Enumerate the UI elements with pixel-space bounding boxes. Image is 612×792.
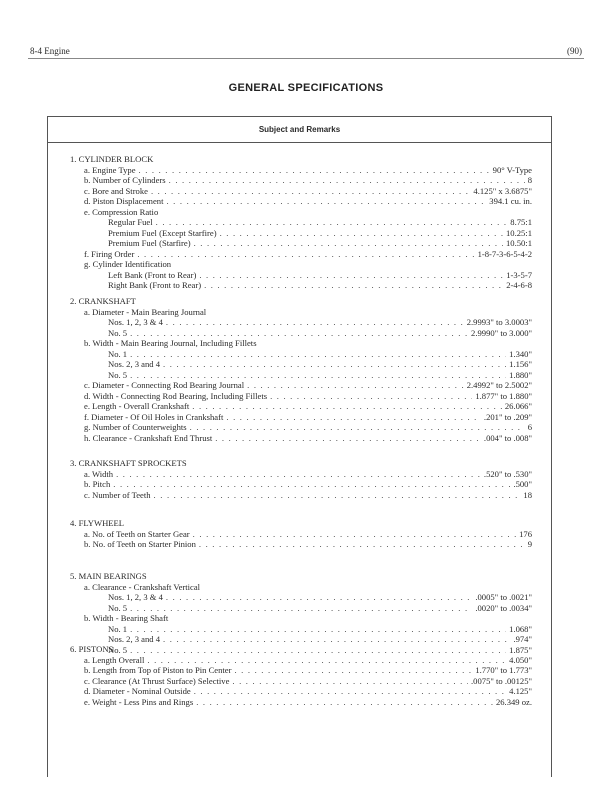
leader-dots <box>163 634 510 645</box>
spec-label: b. Pitch <box>84 479 111 489</box>
spec-row <box>70 401 532 412</box>
spec-value: .004" to .008" <box>483 432 532 443</box>
spec-label: e. Compression Ratio <box>84 206 159 217</box>
spec-row <box>70 697 532 708</box>
spec-row <box>70 228 532 239</box>
spec-label: c. Diameter - Connecting Rod Bearing Journal <box>84 380 245 390</box>
spec-row <box>70 655 532 666</box>
spec-label: No. 1 <box>108 623 128 634</box>
leader-dots <box>137 249 474 260</box>
spec-row <box>70 165 532 176</box>
spec-label: a. Length Overall <box>84 654 145 665</box>
spec-label: Regular Fuel <box>108 217 153 227</box>
leader-dots <box>196 697 493 708</box>
spec-value: 2.9990" to 3.000" <box>471 327 532 338</box>
spec-label: Nos. 2, 3 and 4 <box>108 634 161 644</box>
leader-dots <box>166 317 464 328</box>
spec-label: b. Number of Cylinders <box>84 175 166 185</box>
leader-dots <box>193 529 516 540</box>
spec-row <box>70 249 532 260</box>
leader-dots <box>194 238 503 249</box>
spec-label: e. Length - Overall Crankshaft <box>84 401 190 411</box>
spec-label: d. Width - Connecting Rod Bearing, Including Fillets <box>84 390 268 401</box>
spec-label: f. Diameter - Of Oil Holes in Crankshaft <box>84 411 224 422</box>
spec-label: a. Width <box>84 468 114 479</box>
leader-dots <box>220 228 503 239</box>
spec-value: .201" to .209" <box>483 411 532 422</box>
page-number: (90) <box>567 46 582 56</box>
spec-value: .520" to .530" <box>483 468 532 479</box>
leader-dots <box>169 175 525 186</box>
spec-row <box>70 539 532 550</box>
leader-dots <box>199 539 525 550</box>
spec-row <box>70 307 532 318</box>
leader-dots <box>139 165 490 176</box>
section-pistons <box>70 644 532 707</box>
spec-row <box>70 665 532 676</box>
spec-label: Premium Fuel (Except Starfire) <box>108 227 217 238</box>
spec-value: 1.156" <box>509 359 532 369</box>
spec-label: Premium Fuel (Starfire) <box>108 238 191 248</box>
leader-dots <box>130 603 472 614</box>
spec-row <box>70 624 532 635</box>
spec-value: 10.50:1 <box>505 238 532 248</box>
section-heading: 6. PISTONS <box>70 644 114 654</box>
spec-row <box>70 259 532 270</box>
leader-dots <box>130 328 468 339</box>
spec-row <box>70 238 532 249</box>
spec-value: 8 <box>527 175 532 185</box>
leader-dots <box>199 270 503 281</box>
spec-value: 1.875" <box>509 644 532 655</box>
spec-row <box>70 479 532 490</box>
leader-dots <box>194 686 506 697</box>
leader-dots <box>130 624 506 635</box>
spec-row <box>70 217 532 228</box>
spec-row <box>70 380 532 391</box>
leader-dots <box>166 196 486 207</box>
spec-row <box>70 391 532 402</box>
spec-value: .500" <box>513 479 532 489</box>
spec-label: c. Clearance (At Thrust Surface) Selective <box>84 675 230 686</box>
spec-row <box>70 359 532 370</box>
spec-label: f. Firing Order <box>84 248 135 259</box>
section-heading: 3. CRANKSHAFT SPROCKETS <box>70 458 187 468</box>
spec-label: c. Number of Teeth <box>84 489 151 500</box>
spec-value: .0005" to .0021" <box>475 592 532 602</box>
leader-dots <box>116 469 481 480</box>
spec-label: e. Weight - Less Pins and Rings <box>84 696 194 707</box>
spec-label: b. Width - Main Bearing Journal, Including Fillets <box>84 338 257 348</box>
spec-value: .974" <box>513 634 532 644</box>
spec-row <box>70 613 532 624</box>
spec-row <box>70 433 532 444</box>
spec-label: No. 5 <box>108 602 128 613</box>
spec-value: 2.9993" to 3.0003" <box>466 317 532 327</box>
spec-label: Left Bank (Front to Rear) <box>108 269 197 280</box>
leader-dots <box>232 676 468 687</box>
spec-label: h. Clearance - Crankshaft End Thrust <box>84 432 213 443</box>
page-section-label: 8-4 Engine <box>30 46 70 56</box>
spec-row <box>70 349 532 360</box>
leader-dots <box>130 349 506 360</box>
leader-dots <box>204 280 503 291</box>
spec-row <box>70 370 532 381</box>
spec-row <box>70 469 532 480</box>
spec-row <box>70 317 532 328</box>
spec-label: a. No. of Teeth on Starter Gear <box>84 528 190 539</box>
specifications-table <box>47 116 552 777</box>
leader-dots <box>226 412 481 423</box>
spec-label: No. 5 <box>108 369 128 380</box>
spec-row <box>70 490 532 501</box>
leader-dots <box>190 422 525 433</box>
spec-row <box>70 207 532 218</box>
leader-dots <box>247 380 464 391</box>
leader-dots <box>234 665 472 676</box>
spec-row <box>70 328 532 339</box>
spec-value: 4.125" <box>509 686 532 696</box>
leader-dots <box>154 490 521 501</box>
spec-value: 9 <box>527 539 532 549</box>
spec-row <box>70 592 532 603</box>
spec-value: 1.877" to 1.880" <box>475 390 532 401</box>
spec-row <box>70 186 532 197</box>
spec-row <box>70 529 532 540</box>
spec-row <box>70 412 532 423</box>
spec-row <box>70 634 532 645</box>
spec-value: 1-3-5-7 <box>506 269 532 280</box>
spec-label: g. Cylinder Identification <box>84 259 172 269</box>
spec-value: 2.4992" to 2.5002" <box>466 380 532 390</box>
leader-dots <box>270 391 472 402</box>
leader-dots <box>215 433 481 444</box>
spec-value: 1.340" <box>509 348 532 359</box>
spec-row <box>70 280 532 291</box>
spec-row <box>70 196 532 207</box>
header-rule <box>28 58 584 59</box>
leader-dots <box>113 479 510 490</box>
spec-value: 8.75:1 <box>510 217 532 227</box>
leader-dots <box>166 592 472 603</box>
spec-value: 4.125" x 3.6875" <box>473 185 532 196</box>
spec-label: b. No. of Teeth on Starter Pinion <box>84 539 196 549</box>
spec-label: b. Width - Bearing Shaft <box>84 613 169 623</box>
spec-row <box>70 603 532 614</box>
leader-dots <box>163 359 506 370</box>
page-title: GENERAL SPECIFICATIONS <box>228 82 384 94</box>
spec-label: a. Diameter - Main Bearing Journal <box>84 306 207 317</box>
section-crankshaft-sprockets <box>70 458 532 500</box>
section-heading: 5. MAIN BEARINGS <box>70 571 147 581</box>
spec-label: Nos. 1, 2, 3 & 4 <box>108 592 163 602</box>
spec-label: a. Engine Type <box>84 164 136 175</box>
leader-dots <box>151 186 470 197</box>
spec-label: a. Clearance - Crankshaft Vertical <box>84 581 201 592</box>
spec-label: No. 1 <box>108 348 128 359</box>
spec-value: 1.770" to 1.773" <box>475 665 532 675</box>
spec-label: Right Bank (Front to Rear) <box>108 280 202 290</box>
section-heading: 2. CRANKSHAFT <box>70 296 136 306</box>
spec-row <box>70 338 532 349</box>
table-header: Subject and Remarks <box>48 117 551 143</box>
spec-label: c. Bore and Stroke <box>84 185 148 196</box>
leader-dots <box>156 217 508 228</box>
spec-value: 18 <box>523 489 532 500</box>
spec-label: d. Diameter - Nominal Outside <box>84 686 191 696</box>
spec-row <box>70 676 532 687</box>
spec-label: Nos. 2, 3 and 4 <box>108 359 161 369</box>
spec-row <box>70 175 532 186</box>
spec-row <box>70 582 532 593</box>
section-heading: 1. CYLINDER BLOCK <box>70 154 154 164</box>
spec-row <box>70 422 532 433</box>
section-heading: 4. FLYWHEEL <box>70 518 125 528</box>
spec-value: 1.068" <box>509 623 532 634</box>
section-main-bearings <box>70 571 532 655</box>
section-flywheel <box>70 518 532 550</box>
spec-value: 1.880" <box>509 369 532 380</box>
spec-value: 26.349 oz. <box>495 696 532 707</box>
spec-label: b. Length from Top of Piston to Pin Center <box>84 665 232 675</box>
leader-dots <box>130 370 506 381</box>
spec-value: 6 <box>527 422 532 432</box>
spec-value: 176 <box>519 528 532 539</box>
spec-value: 2-4-6-8 <box>506 280 532 290</box>
spec-value: .0075" to .00125" <box>471 675 532 686</box>
spec-label: d. Piston Displacement <box>84 196 164 206</box>
leader-dots <box>192 401 502 412</box>
spec-value: 90° V-Type <box>492 164 532 175</box>
spec-row <box>70 270 532 281</box>
spec-value: .0020" to .0034" <box>475 602 532 613</box>
spec-row <box>70 686 532 697</box>
spec-value: 4.050" <box>509 654 532 665</box>
spec-value: 394.1 cu. in. <box>489 196 532 206</box>
spec-label: No. 5 <box>108 644 128 655</box>
spec-value: 10.25:1 <box>505 227 532 238</box>
spec-label: g. Number of Counterweights <box>84 422 187 432</box>
section-crankshaft <box>70 296 532 443</box>
spec-value: 26.066" <box>504 401 532 411</box>
spec-value: 1-8-7-3-6-5-4-2 <box>477 248 532 259</box>
section-cylinder-block <box>70 154 532 291</box>
spec-label: No. 5 <box>108 327 128 338</box>
spec-label: Nos. 1, 2, 3 & 4 <box>108 317 163 327</box>
leader-dots <box>147 655 506 666</box>
